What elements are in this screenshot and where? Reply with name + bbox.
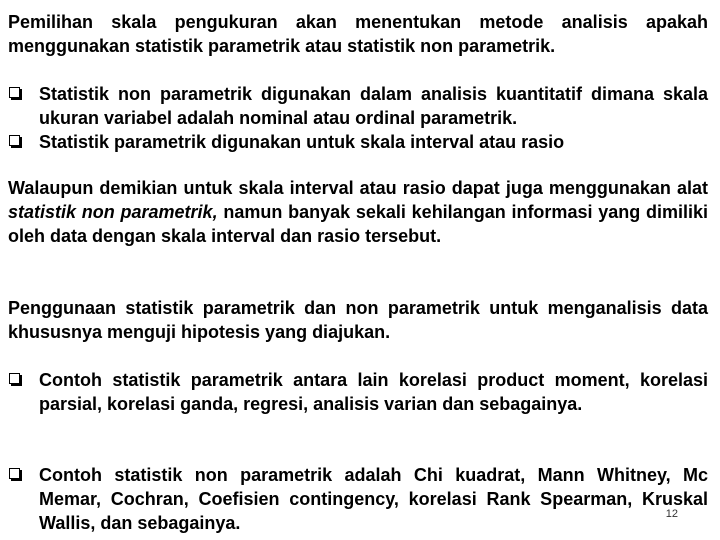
bullet-item-parametric [8, 130, 708, 154]
intro-paragraph: Pemilihan skala pengukuran akan menentukan metode analisis apakah menggunakan statistik parametrik atau statistik non parametrik. [8, 12, 708, 56]
however-paragraph [8, 176, 708, 248]
square-bullet-icon [9, 135, 20, 146]
square-bullet-icon [9, 468, 20, 479]
bullet-text: Contoh statistik non parametrik adalah Chi kuadrat, Mann Whitney, Mc Memar, Cochran, Coefisien contingency, korelasi Rank Spearman, Kruskal Wallis, dan sebagainya. [39, 465, 708, 533]
however-text-italic: statistik non parametrik, [8, 202, 218, 222]
bullet-item-nonparametric-examples [8, 463, 708, 535]
bullet-text: Statistik parametrik digunakan untuk skala interval atau rasio [39, 132, 565, 152]
usage-paragraph: Penggunaan statistik parametrik dan non parametrik untuk menganalisis data khususnya menguji hipotesis yang diajukan. [8, 298, 708, 342]
however-text-part1: Walaupun demikian untuk skala interval atau rasio dapat juga menggunakan alat [8, 178, 708, 198]
bullet-item-nonparametric [8, 82, 708, 130]
however-text-part2: namun banyak sekali kehilangan informasi yang dimiliki oleh data dengan skala interval dan rasio tersebut. [8, 202, 708, 246]
square-bullet-icon [9, 373, 20, 384]
square-bullet-icon [9, 87, 20, 98]
page-number: 12 [665, 508, 678, 520]
bullet-text: Statistik non parametrik digunakan dalam analisis kuantitatif dimana skala ukuran variabel adalah nominal atau ordinal parametrik. [39, 84, 708, 128]
bullet-item-parametric-examples [8, 368, 708, 416]
bullet-text: Contoh statistik parametrik antara lain korelasi product moment, korelasi parsial, korelasi ganda, regresi, analisis varian dan sebagainya. [39, 370, 708, 414]
